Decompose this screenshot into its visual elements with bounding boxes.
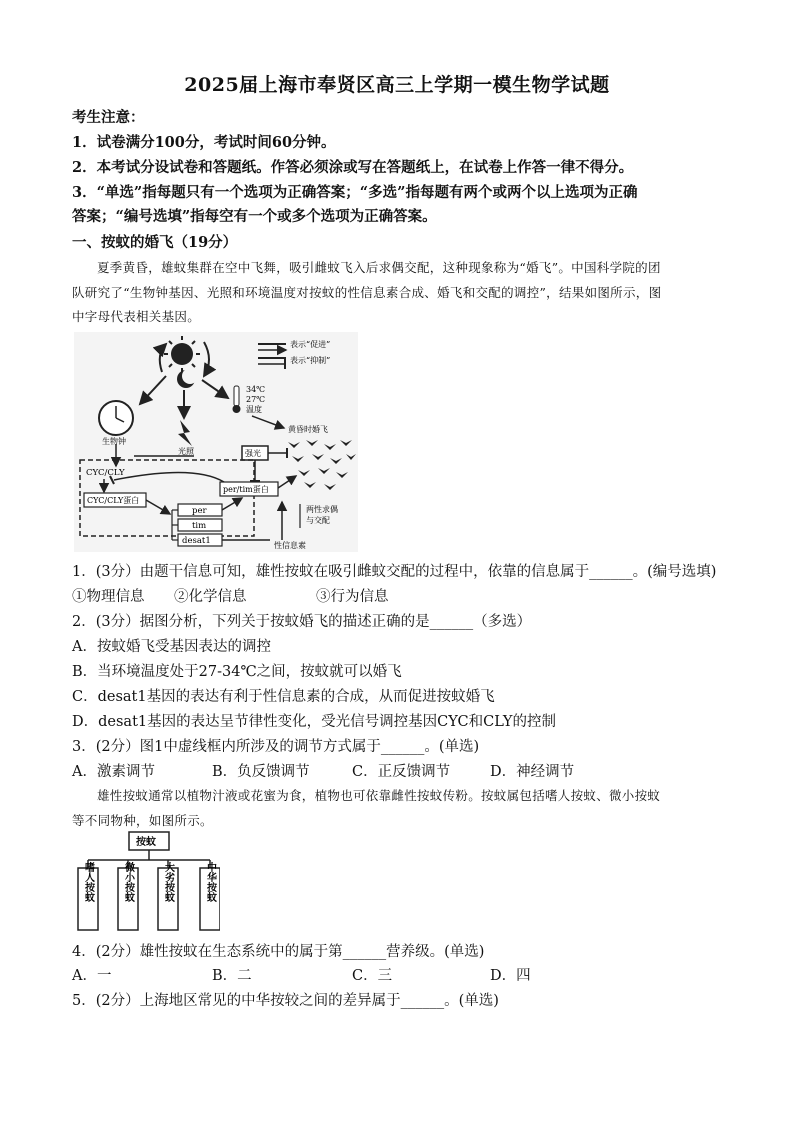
tree-leaf-4 (200, 861, 220, 930)
question-1-options (72, 585, 732, 606)
figure-1-diagram (74, 332, 358, 552)
notice-item-2: 2．本考试分设试卷和答题纸。作答必须涂或写在答题纸上，在试卷上作答一律不得分。 (72, 159, 634, 176)
intro2-line-1: 雄性按蚊通常以植物汁液或花蜜为食，植物也可依靠雌性按蚊传粉。按蚊属包括嗜人按蚊、微小按蚊 (97, 788, 661, 803)
per-gene: per (192, 506, 207, 516)
cyc-cly-protein: CYC/CLY蛋白 (87, 496, 140, 505)
q4-option-c: C．三 (352, 968, 393, 984)
strong-light-label: 强光 (245, 449, 261, 458)
notice-heading: 考生注意： (72, 109, 145, 126)
per-tim-protein: per/tim蛋白 (223, 485, 269, 494)
tree-leaf-1 (78, 861, 98, 930)
q2-option-b: B．当环境温度处于27-34℃之间，按蚊就可以婚飞 (72, 664, 402, 680)
clock-icon (99, 401, 133, 435)
q2-option-a: A．按蚊婚飞受基因表达的调控 (72, 639, 271, 655)
desat1-gene: desat1 (182, 536, 211, 546)
page-title: 2025届上海市奉贤区高三上学期一模生物学试题 (184, 74, 610, 96)
clock-label: 生物钟 (102, 437, 126, 446)
q1-option-1: ①物理信息 (72, 589, 145, 605)
question-4-options (72, 964, 732, 985)
q3-option-b: B．负反馈调节 (212, 764, 310, 780)
question-3: 3．(2分）图1中虚线框内所涉及的调节方式属于______。(单选) (72, 739, 480, 755)
temp-high: 34℃ (246, 385, 266, 394)
legend-inhibit: 表示“抑制” (290, 356, 331, 365)
intro-line-2: 队研究了“生物钟基因、光照和环境温度对按蚊的性信息素合成、婚飞和交配的调控”，结果如图所示，图 (72, 285, 662, 300)
courtship-label-2: 与交配 (306, 516, 330, 525)
light-label: 光照 (178, 447, 194, 456)
legend-promote: 表示“促进” (290, 340, 331, 349)
q4-option-a: A．一 (72, 968, 112, 984)
figure-2-taxonomy-tree (74, 830, 220, 934)
q2-option-d: D．desat1基因的表达呈节律性变化，受光信号调控基因CYC和CLY的控制 (72, 714, 556, 730)
q3-option-c: C．正反馈调节 (352, 764, 451, 780)
tree-leaf-4-label: 中华按蚊 (204, 862, 216, 902)
notice-item-1: 1．试卷满分100分，考试时间60分钟。 (72, 134, 336, 151)
notice-item-3-cont: 答案；“编号选填”指每空有一个或多个选项为正确答案。 (72, 208, 437, 225)
section-heading: 一、按蚊的婚飞（19分） (72, 234, 238, 251)
q4-option-b: B．二 (212, 968, 252, 984)
intro2-line-2: 等不同物种，如图所示。 (72, 813, 213, 828)
tim-gene: tim (192, 521, 207, 531)
temp-low: 27℃ (246, 395, 266, 404)
q1-option-2: ②化学信息 (174, 589, 247, 605)
q3-option-d: D．神经调节 (490, 764, 575, 780)
question-2: 2．(3分）据图分析，下列关于按蚊婚飞的描述正确的是______（多选） (72, 614, 532, 630)
question-1: 1．(3分）由题干信息可知，雄性按蚊在吸引雌蚊交配的过程中，依靠的信息属于______。(编号选填) (72, 564, 717, 580)
q4-option-d: D．四 (490, 968, 531, 984)
intro-line-1: 夏季黄昏，雄蚊集群在空中飞舞，吸引雌蚊飞入后求偶交配，这种现象称为“婚飞”。中国科学院的团 (97, 260, 661, 275)
tree-leaf-3-label: 大劣按蚊 (162, 862, 174, 902)
pheromone-label: 性信息素 (274, 541, 306, 550)
cyc-cly-gene: CYC/CLY (86, 468, 125, 478)
q2-option-c: C．desat1基因的表达有利于性信息素的合成，从而促进按蚊婚飞 (72, 689, 495, 705)
notice-item-3: 3．“单选”指每题只有一个选项为正确答案；“多选”指每题有两个或两个以上选项为正确 (72, 184, 638, 201)
question-4: 4．(2分）雄性按蚊在生态系统中的属于第______营养级。(单选) (72, 944, 485, 960)
tree-root: 按蚊 (136, 837, 156, 848)
tree-leaf-2 (118, 861, 138, 930)
question-3-options (72, 760, 732, 781)
question-5: 5．(2分）上海地区常见的中华按较之间的差异属于______。(单选) (72, 993, 499, 1009)
intro-line-3: 中字母代表相关基因。 (72, 309, 201, 324)
temp-label: 温度 (246, 405, 262, 414)
tree-leaf-1-label: 嗜人按蚊 (82, 862, 94, 902)
dusk-flight-label: 黄昏时婚飞 (288, 425, 328, 434)
q1-option-3: ③行为信息 (316, 589, 389, 605)
q3-option-a: A．激素调节 (72, 764, 155, 780)
thermometer-icon (233, 386, 241, 413)
tree-leaf-2-label: 微小按蚊 (122, 862, 134, 902)
courtship-label-1: 两性求偶 (306, 505, 338, 514)
tree-leaf-3 (158, 861, 178, 930)
